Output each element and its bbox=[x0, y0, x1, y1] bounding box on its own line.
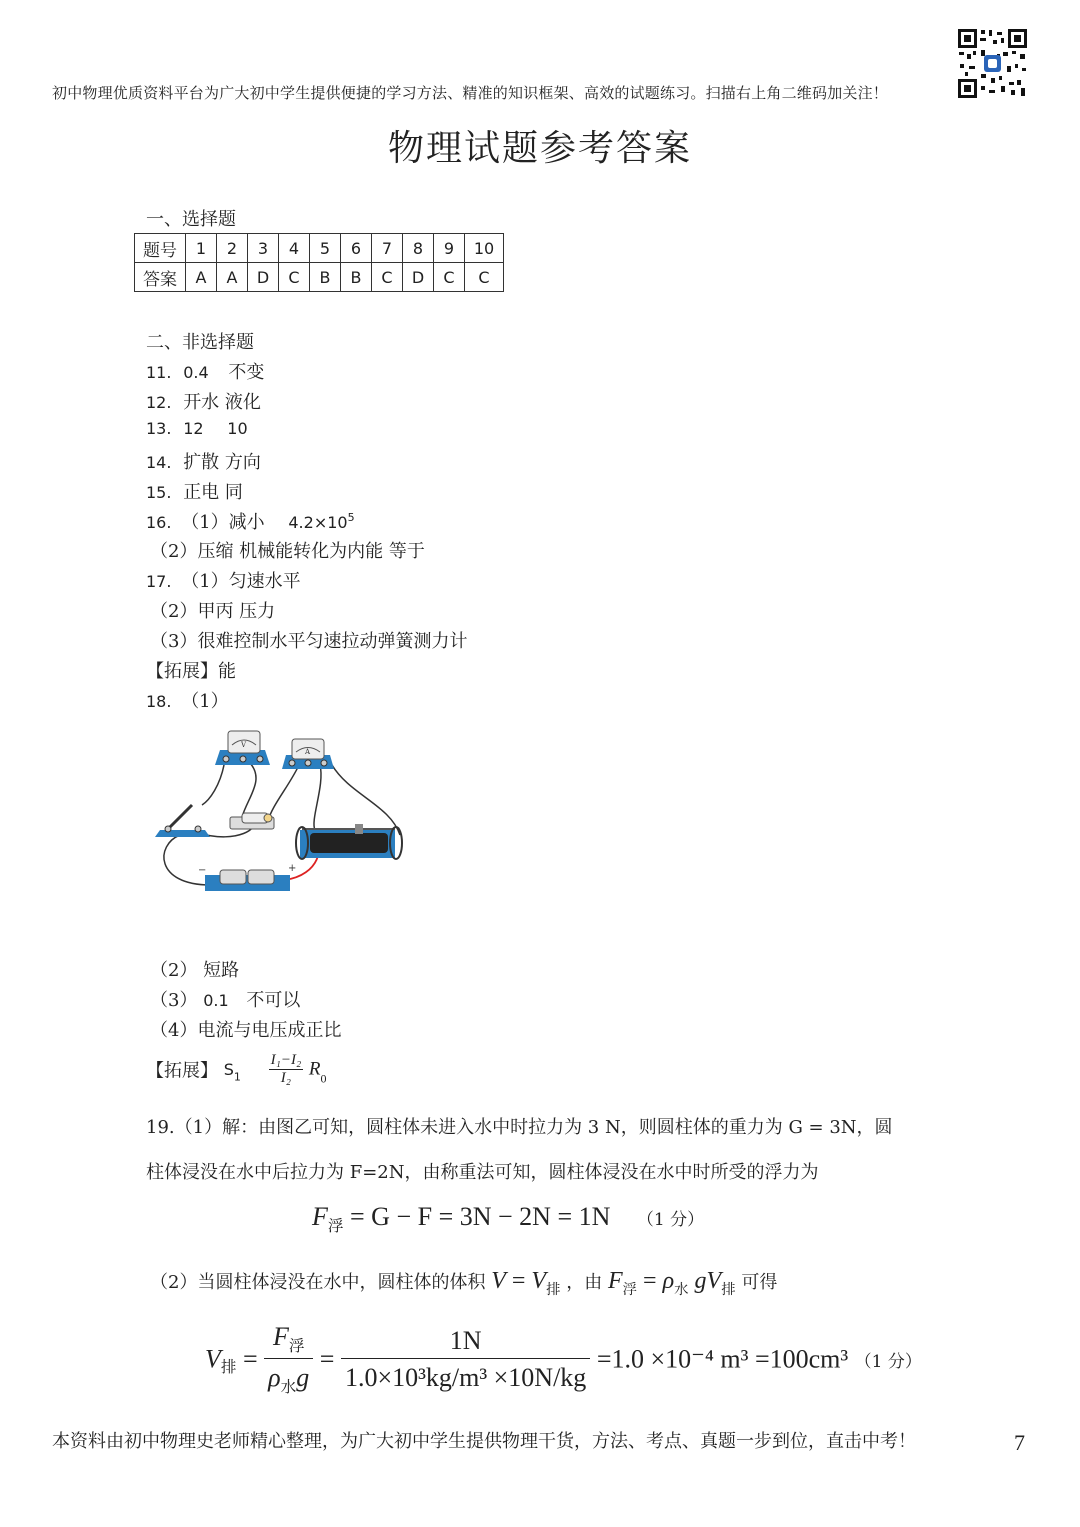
answer-17-extension: 【拓展】能 bbox=[146, 661, 236, 682]
answer-12: 12. 开水 液化 bbox=[146, 392, 261, 413]
table-cell: A bbox=[186, 263, 217, 292]
table-cell: 2 bbox=[217, 234, 248, 263]
svg-text:+: + bbox=[288, 863, 297, 874]
page-title: 物理试题参考答案 bbox=[387, 128, 692, 169]
table-row-questions bbox=[135, 234, 504, 263]
page-number: 7 bbox=[1014, 1430, 1025, 1455]
answer-18-extension: 【拓展】 $S_1$ $\frac{\text{I₁−I₂}}{\text{I₂}}$ $R_0$ bbox=[146, 1052, 327, 1086]
answer-17-2: （2）甲丙 压力 bbox=[150, 601, 276, 622]
circuit-diagram-illustration bbox=[150, 725, 410, 900]
answer-18-4: （4）电流与电压成正比 bbox=[150, 1020, 342, 1041]
svg-text:−: − bbox=[198, 865, 207, 876]
answer-18-2: （2） 短路 bbox=[150, 960, 240, 981]
answer-13: 13. 12 10 bbox=[146, 419, 248, 438]
table-cell: D bbox=[403, 263, 434, 292]
formula-buoyancy: $F_浮 = G - F = 3N - 2N = 1N$ （1 分） bbox=[312, 1202, 705, 1236]
svg-text:V: V bbox=[241, 741, 247, 749]
table-header-answer: 答案 bbox=[135, 263, 186, 292]
table-cell: B bbox=[341, 263, 372, 292]
table-cell: C bbox=[372, 263, 403, 292]
formula-volume-calc: $V_排$ = $\frac{F_浮}{\rho_水g}$ = $\frac{1N}{\text{1.0×10³kg/m³ ×10N/kg}}$ =1.0 ×10⁻⁴ m³ =100cm³ （1 分） bbox=[205, 1322, 922, 1397]
table-cell: 8 bbox=[403, 234, 434, 263]
answer-18-3: （3） 0.1 不可以 bbox=[150, 990, 301, 1011]
fraction-ratio: $\frac{\text{I₁−I₂}}{\text{I₂}}$ bbox=[270, 1052, 302, 1086]
fraction-symbolic: $\frac{F_浮}{\rho_水g}$ bbox=[264, 1322, 313, 1397]
section-heading-choice: 一、选择题 bbox=[146, 209, 236, 230]
answer-15: 15. 正电 同 bbox=[146, 482, 243, 503]
formula-archimedes: $F_浮 = \rho_水$ $gV_排$ bbox=[607, 1268, 736, 1298]
qr-code-icon[interactable] bbox=[957, 28, 1028, 99]
answer-14: 14. 扩散 方向 bbox=[146, 452, 261, 473]
table-header-question: 题号 bbox=[135, 234, 186, 263]
section-heading-nonchoice: 二、非选择题 bbox=[146, 332, 254, 353]
answer-table bbox=[134, 233, 504, 292]
table-cell: C bbox=[434, 263, 465, 292]
table-cell: D bbox=[248, 263, 279, 292]
answer-19-line3: （2）当圆柱体浸没在水中，圆柱体的体积 $V = V_排$ ，由 $F_浮 = \rho_水$ $gV_排$ 可得 bbox=[150, 1268, 778, 1298]
table-cell: 1 bbox=[186, 234, 217, 263]
answer-17-3: （3）很难控制水平匀速拉动弹簧测力计 bbox=[150, 631, 468, 652]
table-cell: 4 bbox=[279, 234, 310, 263]
table-cell: 5 bbox=[310, 234, 341, 263]
table-cell: 9 bbox=[434, 234, 465, 263]
table-cell: C bbox=[279, 263, 310, 292]
answer-16-1: 16. （1）减小 $4.2\times 10^5$ bbox=[146, 511, 355, 533]
table-cell: A bbox=[217, 263, 248, 292]
table-cell: B bbox=[310, 263, 341, 292]
answer-19-line1: 19.（1）解：由图乙可知，圆柱体未进入水中时拉力为 3 N，则圆柱体的重力为 G = 3N，圆 bbox=[146, 1117, 893, 1138]
table-row-answers bbox=[135, 263, 504, 292]
footer-text: 本资料由初中物理史老师精心整理，为广大初中学生提供物理干货，方法、考点、真题一步到位，直击中考！ bbox=[52, 1431, 916, 1452]
answer-19-line2: 柱体浸没在水中后拉力为 F=2N，由称重法可知，圆柱体浸没在水中时所受的浮力为 bbox=[146, 1162, 819, 1183]
table-cell: 3 bbox=[248, 234, 279, 263]
answer-16-2: （2）压缩 机械能转化为内能 等于 bbox=[150, 541, 425, 562]
header-promo-text: 初中物理优质资料平台为广大初中学生提供便捷的学习方法、精准的知识框架、高效的试题练习。扫描右上角二维码加关注！ bbox=[52, 84, 889, 102]
answer-11: 11. 0.4 不变 bbox=[146, 362, 265, 383]
table-cell: C bbox=[465, 263, 504, 292]
table-cell: 6 bbox=[341, 234, 372, 263]
answer-18-1: 18. （1） bbox=[146, 691, 229, 712]
fraction-numeric: $\frac{1N}{\text{1.0×10³kg/m³ ×10N/kg}}$ bbox=[341, 1326, 590, 1393]
svg-text:A: A bbox=[305, 748, 311, 756]
answer-17-1: 17. （1）匀速水平 bbox=[146, 571, 301, 592]
table-cell: 10 bbox=[465, 234, 504, 263]
formula-volume-equal: $V = V_排$ bbox=[491, 1268, 561, 1298]
table-cell: 7 bbox=[372, 234, 403, 263]
